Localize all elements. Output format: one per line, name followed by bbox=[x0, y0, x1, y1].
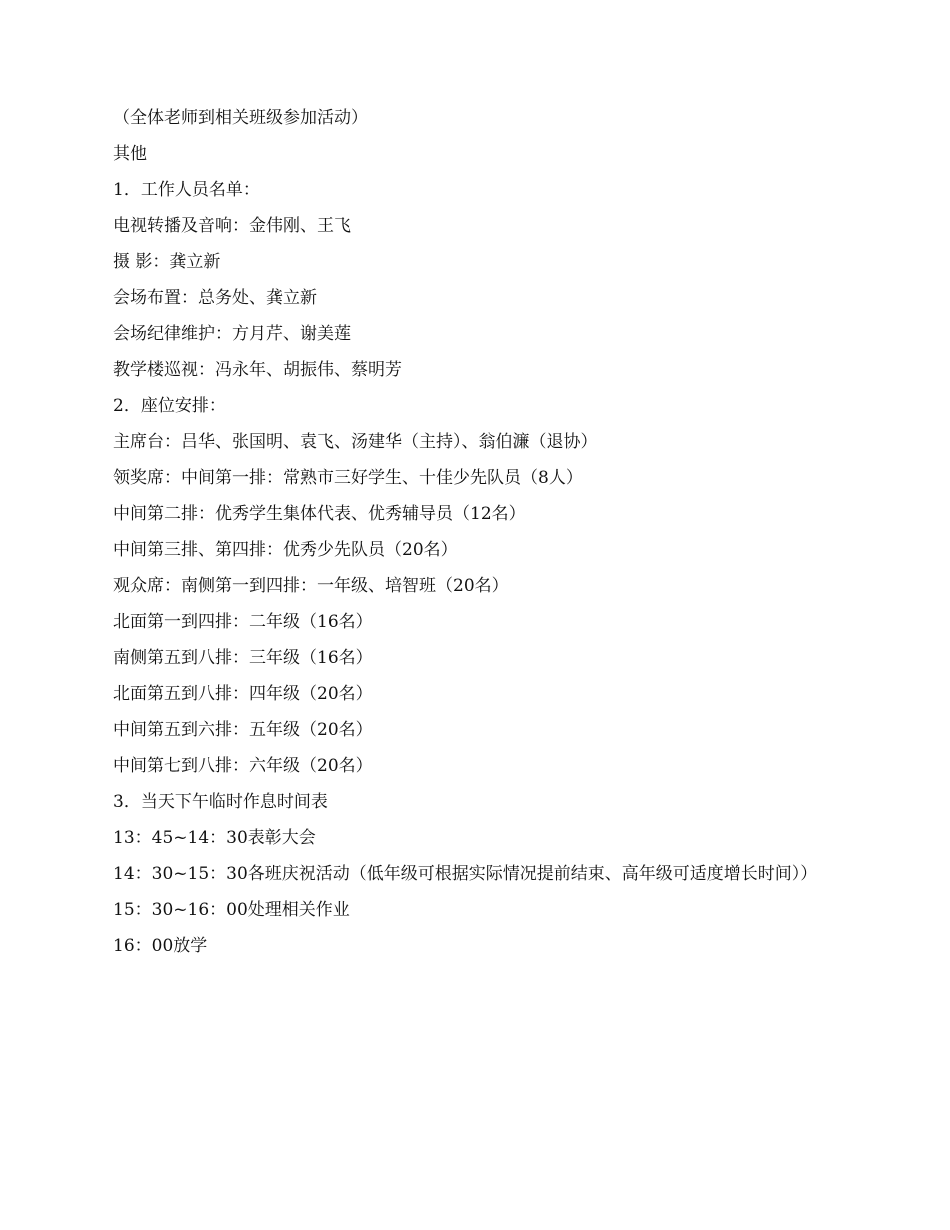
heading-other: 其他 bbox=[113, 144, 147, 164]
paragraph-activity-note: （全体老师到相关班级参加活动） bbox=[113, 108, 368, 128]
seating-north-5-8: 北面第五到八排：四年级（20名） bbox=[113, 684, 373, 704]
seating-rostrum: 主席台：吕华、张国明、袁飞、汤建华（主持）、翁伯濂（退协） bbox=[113, 432, 598, 452]
seating-award-row-3-4: 中间第三排、第四排：优秀少先队员（20名） bbox=[113, 540, 458, 560]
schedule-item-dismissal: 16：00放学 bbox=[113, 936, 208, 956]
heading-seating: 2．座位安排： bbox=[113, 396, 226, 416]
seating-middle-5-6: 中间第五到六排：五年级（20名） bbox=[113, 720, 373, 740]
seating-audience-south-1-4: 观众席：南侧第一到四排：一年级、培智班（20名） bbox=[113, 576, 509, 596]
seating-north-1-4: 北面第一到四排：二年级（16名） bbox=[113, 612, 373, 632]
seating-south-5-8: 南侧第五到八排：三年级（16名） bbox=[113, 648, 373, 668]
seating-award-row-1: 领奖席：中间第一排：常熟市三好学生、十佳少先队员（8人） bbox=[113, 468, 583, 488]
seating-award-row-2: 中间第二排：优秀学生集体代表、优秀辅导员（12名） bbox=[113, 504, 526, 524]
staff-venue-setup: 会场布置：总务处、龚立新 bbox=[113, 288, 317, 308]
staff-building-patrol: 教学楼巡视：冯永年、胡振伟、蔡明芳 bbox=[113, 360, 402, 380]
schedule-item-class-activities: 14：30~15：30各班庆祝活动（低年级可根据实际情况提前结束、高年级可适度增长时间）） bbox=[113, 864, 818, 884]
schedule-item-ceremony: 13：45~14：30表彰大会 bbox=[113, 828, 316, 848]
document-page bbox=[113, 109, 843, 973]
heading-staff-list: 1．工作人员名单： bbox=[113, 180, 260, 200]
seating-middle-7-8: 中间第七到八排：六年级（20名） bbox=[113, 756, 373, 776]
heading-schedule: 3．当天下午临时作息时间表 bbox=[113, 792, 328, 812]
schedule-item-homework: 15：30~16：00处理相关作业 bbox=[113, 900, 350, 920]
staff-tv-audio: 电视转播及音响：金伟刚、王飞 bbox=[113, 216, 351, 236]
staff-photography: 摄 影：龚立新 bbox=[113, 252, 221, 272]
staff-discipline: 会场纪律维护：方月芹、谢美莲 bbox=[113, 324, 351, 344]
